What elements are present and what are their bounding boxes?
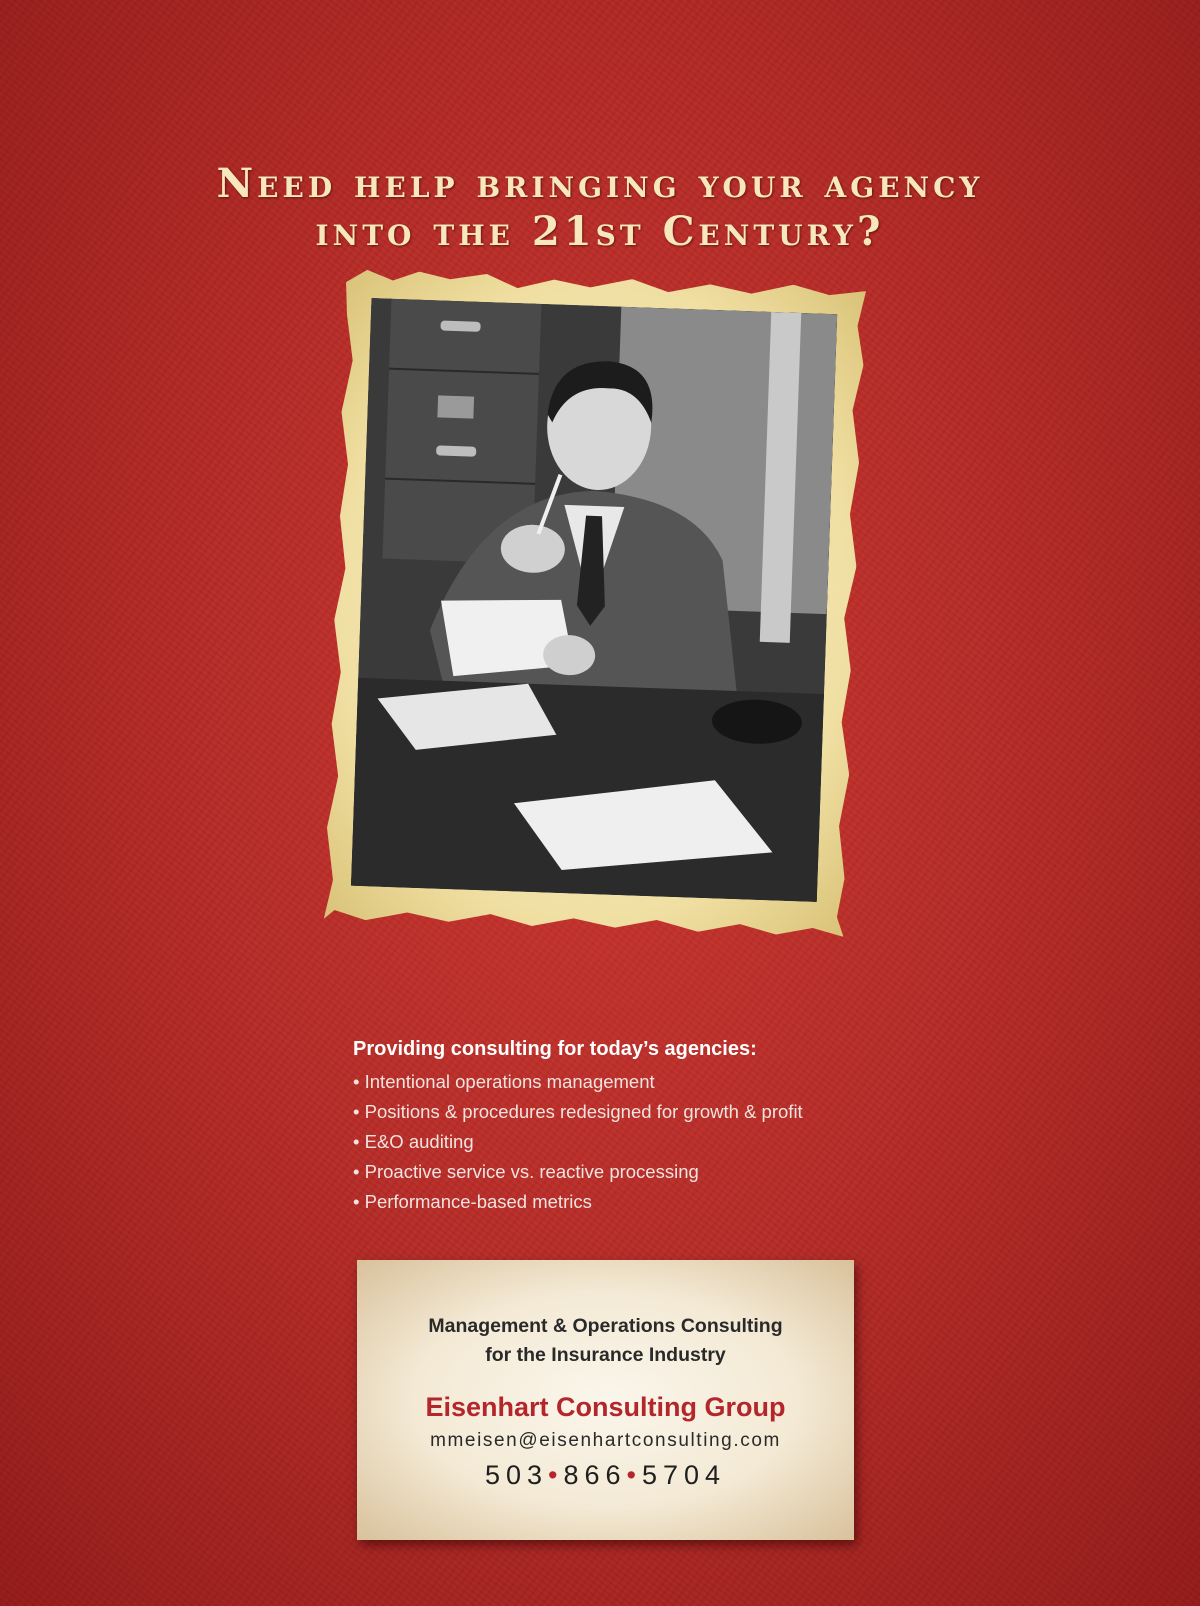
card-tagline-line-1: Management & Operations Consulting bbox=[428, 1315, 783, 1337]
phone-number[interactable] bbox=[357, 1460, 854, 1491]
business-card bbox=[357, 1260, 854, 1540]
businessman-photo bbox=[351, 298, 837, 902]
service-item: • Positions & procedures redesigned for growth & profit bbox=[353, 1097, 913, 1127]
company-name: Eisenhart Consulting Group bbox=[425, 1392, 786, 1422]
headline-line-2: into the 21st Century? bbox=[315, 208, 885, 255]
services-section bbox=[353, 1038, 913, 1217]
service-item: • Intentional operations management bbox=[353, 1067, 913, 1097]
phone-separator: • bbox=[626, 1460, 642, 1490]
service-item: • Performance-based metrics bbox=[353, 1187, 913, 1217]
phone-part-3: 5704 bbox=[641, 1460, 727, 1490]
card-tagline bbox=[357, 1312, 854, 1370]
phone-separator: • bbox=[548, 1460, 564, 1490]
photo-frame bbox=[324, 269, 866, 937]
phone-part-1: 503 bbox=[484, 1460, 548, 1490]
vintage-businessman-photo-icon bbox=[351, 298, 837, 902]
service-item: • Proactive service vs. reactive processing bbox=[353, 1157, 913, 1187]
services-heading: Providing consulting for today’s agencies: bbox=[353, 1038, 757, 1060]
headline bbox=[0, 160, 1200, 256]
phone-part-2: 866 bbox=[563, 1460, 627, 1490]
card-tagline-line-2: for the Insurance Industry bbox=[485, 1344, 726, 1366]
service-item: • E&O auditing bbox=[353, 1127, 913, 1157]
email-link[interactable]: mmeisen@eisenhartconsulting.com bbox=[430, 1430, 781, 1451]
headline-line-1: Need help bringing your agency bbox=[216, 160, 984, 207]
services-list bbox=[353, 1067, 913, 1217]
